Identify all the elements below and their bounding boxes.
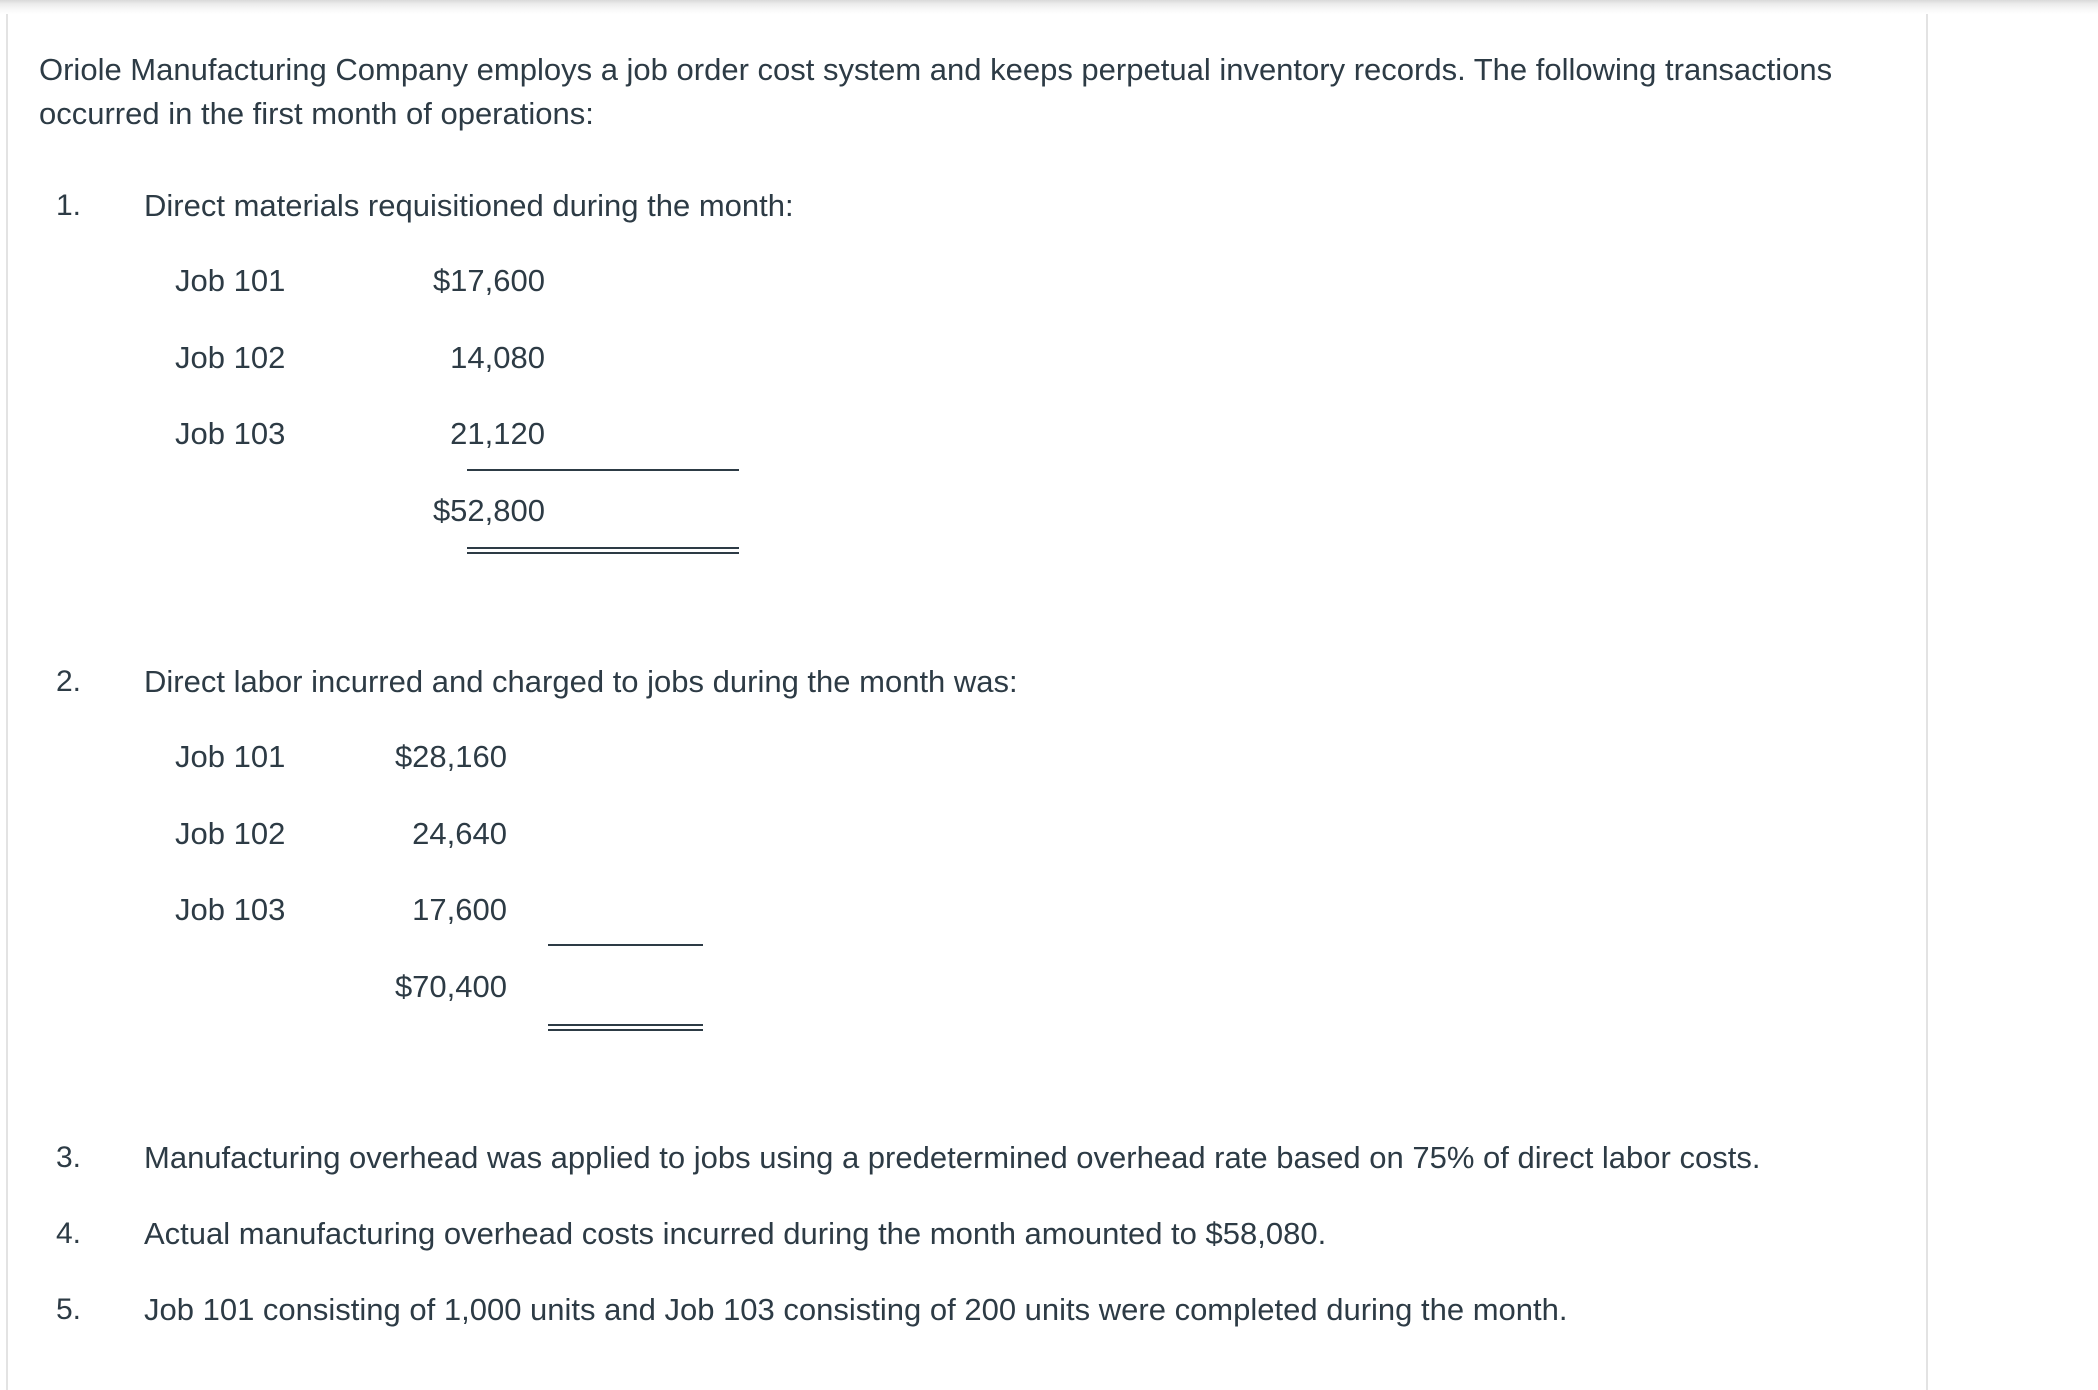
intro-paragraph: Oriole Manufacturing Company employs a job order cost system and keeps perpetual inventory records. The following transactions occurred in the first month of operations:: [39, 52, 1833, 131]
subtotal-rule: [548, 944, 703, 946]
job-label: Job 103: [175, 416, 286, 451]
amount-value: 21,120: [450, 416, 545, 451]
job-label: Job 102: [175, 340, 286, 375]
job-label: Job 101: [175, 739, 286, 774]
item-number: 4.: [56, 1217, 82, 1250]
item-text: Actual manufacturing overhead costs incurred during the month amounted to $58,080.: [144, 1216, 1327, 1251]
top-shadow: [0, 0, 2098, 14]
job-label: Job 102: [175, 816, 286, 851]
item-number: 5.: [56, 1293, 82, 1326]
question-panel: [6, 14, 1928, 1390]
amount-value: 24,640: [412, 816, 507, 851]
total-value: $70,400: [394, 969, 507, 1004]
item-text: Manufacturing overhead was applied to jobs using a predetermined overhead rate based on 75% of direct labor costs.: [144, 1140, 1761, 1175]
item-number: 2.: [56, 665, 82, 698]
amount-value: $28,160: [394, 739, 507, 774]
total-value: $52,800: [432, 493, 545, 528]
item-text: Direct materials requisitioned during the month:: [144, 188, 794, 223]
amount-value: $17,600: [432, 263, 545, 298]
job-label: Job 101: [175, 263, 286, 298]
subtotal-rule: [467, 469, 739, 471]
job-label: Job 103: [175, 892, 286, 927]
item-text: Job 101 consisting of 1,000 units and Job 103 consisting of 200 units were completed during the month.: [144, 1292, 1568, 1327]
double-underline: [467, 547, 739, 554]
item-text: Direct labor incurred and charged to jobs during the month was:: [144, 664, 1018, 699]
double-underline: [548, 1024, 703, 1031]
amount-value: 14,080: [450, 340, 545, 375]
amount-value: 17,600: [412, 892, 507, 927]
item-number: 1.: [56, 189, 82, 222]
item-number: 3.: [56, 1141, 82, 1174]
